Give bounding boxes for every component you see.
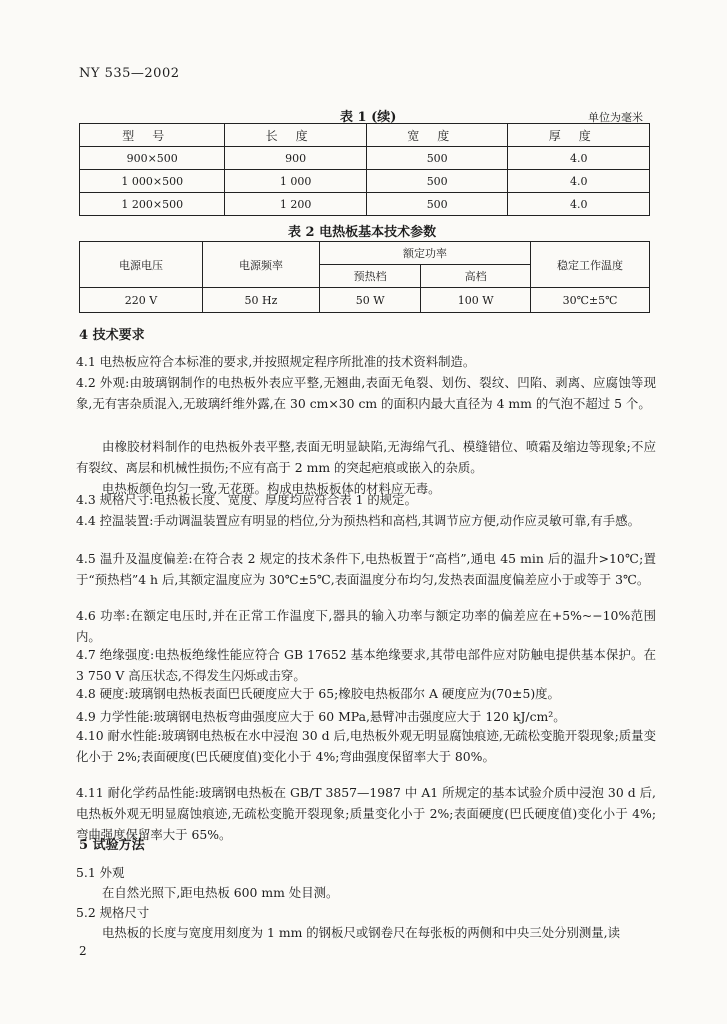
table2-caption: 表 2 电热板基本技术参数 <box>288 225 437 240</box>
clause-5-2: 5.2 规格尺寸 <box>76 905 150 920</box>
clause-5-1: 5.1 外观 <box>76 865 125 880</box>
table-cell: 900×500 <box>80 147 225 170</box>
table-cell: 1 200×500 <box>80 193 225 216</box>
table-row <box>80 193 650 216</box>
table1-unit: 单位为毫米 <box>588 111 643 124</box>
table-cell: 900 <box>225 147 367 170</box>
table-cell: 50 W <box>320 288 421 313</box>
clause-5-1-text: 在自然光照下,距电热板 600 mm 处目测。 <box>102 885 339 900</box>
col-header-frequency: 电源频率 <box>203 242 320 288</box>
col-header-width: 宽度 <box>366 124 508 147</box>
table-cell: 100 W <box>421 288 531 313</box>
clause-4-5: 4.5 温升及温度偏差:在符合表 2 规定的技术条件下,电热板置于“高档”,通电 45 min 后的温升>10℃;置于“预热档”4 h 后,其额定温度应为 30℃±5℃,表面温度分布均匀,发热表面温度偏差应小于或等于 3℃。 <box>76 551 656 588</box>
table2 <box>79 241 650 313</box>
standard-code: NY 535—2002 <box>79 66 180 81</box>
col-header-length: 长度 <box>225 124 367 147</box>
table-cell: 500 <box>366 147 508 170</box>
col-header-power: 额定功率 <box>320 242 531 265</box>
clause-4-11: 4.11 耐化学药品性能:玻璃钢电热板在 GB/T 3857—1987 中 A1 所规定的基本试验介质中浸泡 30 d 后,电热板外观无明显腐蚀痕迹,无疏松变脆开裂现象;质量变化小于 2%;表面硬度(巴氏硬度值)变化小于 4%;弯曲强度保留率大于 65%。 <box>76 785 656 843</box>
clause-4-7: 4.7 绝缘强度:电热板绝缘性能应符合 GB 17652 基本绝缘要求,其带电部件应对防触电提供基本保护。在 3 750 V 高压状态,不得发生闪烁或击穿。 <box>76 647 656 684</box>
col-header-preheat: 预热档 <box>320 265 421 288</box>
page-number: 2 <box>79 944 87 958</box>
clause-4-1: 4.1 电热板应符合本标准的要求,并按照规定程序所批准的技术资料制造。 <box>76 354 476 369</box>
col-header-model: 型号 <box>80 124 225 147</box>
table-cell: 1 000×500 <box>80 170 225 193</box>
table-cell: 1 000 <box>225 170 367 193</box>
clause-4-6: 4.6 功率:在额定电压时,并在正常工作温度下,器具的输入功率与额定功率的偏差应在+5%~−10%范围内。 <box>76 608 656 645</box>
clause-4-2-color: 电热板颜色均匀一致,无花斑。构成电热板板体的材料应无毒。 <box>102 481 441 496</box>
table-cell: 50 Hz <box>203 288 320 313</box>
clause-4-3: 4.3 规格尺寸:电热板长度、宽度、厚度均应符合表 1 的规定。 <box>76 492 417 507</box>
table-cell: 4.0 <box>508 170 650 193</box>
clause-4-9: 4.9 力学性能:玻璃钢电热板弯曲强度应大于 60 MPa,悬臂冲击强度应大于 120 kJ/cm²。 <box>76 709 566 724</box>
clause-4-10: 4.10 耐水性能:玻璃钢电热板在水中浸泡 30 d 后,电热板外观无明显腐蚀痕迹,无疏松变脆开裂现象;质量变化小于 2%;表面硬度(巴氏硬度值)变化小于 4%;弯曲强度保留率大于 80%。 <box>76 728 656 765</box>
col-header-high: 高档 <box>421 265 531 288</box>
clause-4-4: 4.4 控温装置:手动调温装置应有明显的档位,分为预热档和高档,其调节应方便,动作应灵敏可靠,有手感。 <box>76 513 640 528</box>
clause-5-2-text: 电热板的长度与宽度用刻度为 1 mm 的钢板尺或钢卷尺在每张板的两侧和中央三处分别测量,读 <box>102 925 620 940</box>
table-row <box>80 147 650 170</box>
table-cell: 4.0 <box>508 147 650 170</box>
col-header-thickness: 厚度 <box>508 124 650 147</box>
section5-title: 5 试验方法 <box>79 838 145 853</box>
table-cell: 500 <box>366 170 508 193</box>
table-header-row <box>80 124 650 147</box>
table-row <box>80 170 650 193</box>
table-cell: 220 V <box>80 288 203 313</box>
clause-4-8: 4.8 硬度:玻璃钢电热板表面巴氏硬度应大于 65;橡胶电热板邵尔 A 硬度应为(70±5)度。 <box>76 686 560 701</box>
col-header-voltage: 电源电压 <box>80 242 203 288</box>
table-cell: 1 200 <box>225 193 367 216</box>
section4-title: 4 技术要求 <box>79 328 145 343</box>
table-cell: 500 <box>366 193 508 216</box>
clause-4-2-rubber: 由橡胶材料制作的电热板外表平整,表面无明显缺陷,无海绵气孔、模缝错位、喷霜及缩边等现象;不应有裂纹、离层和机械性损伤;不应有高于 2 mm 的突起疤痕或嵌入的杂质。 <box>76 439 656 476</box>
table1-caption: 表 1 (续) <box>340 110 397 125</box>
table1 <box>79 123 650 216</box>
clause-4-2: 4.2 外观:由玻璃钢制作的电热板外表应平整,无翘曲,表面无龟裂、划伤、裂纹、凹陷、剥离、应腐蚀等现象,无有害杂质混入,无玻璃纤维外露,在 30 cm×30 cm 的面积内最大直径为 4 mm 的气泡不超过 5 个。 <box>76 375 656 412</box>
table-header-row <box>80 242 650 265</box>
table-row <box>80 288 650 313</box>
col-header-temp: 稳定工作温度 <box>531 242 650 288</box>
table-cell: 30℃±5℃ <box>531 288 650 313</box>
table-cell: 4.0 <box>508 193 650 216</box>
